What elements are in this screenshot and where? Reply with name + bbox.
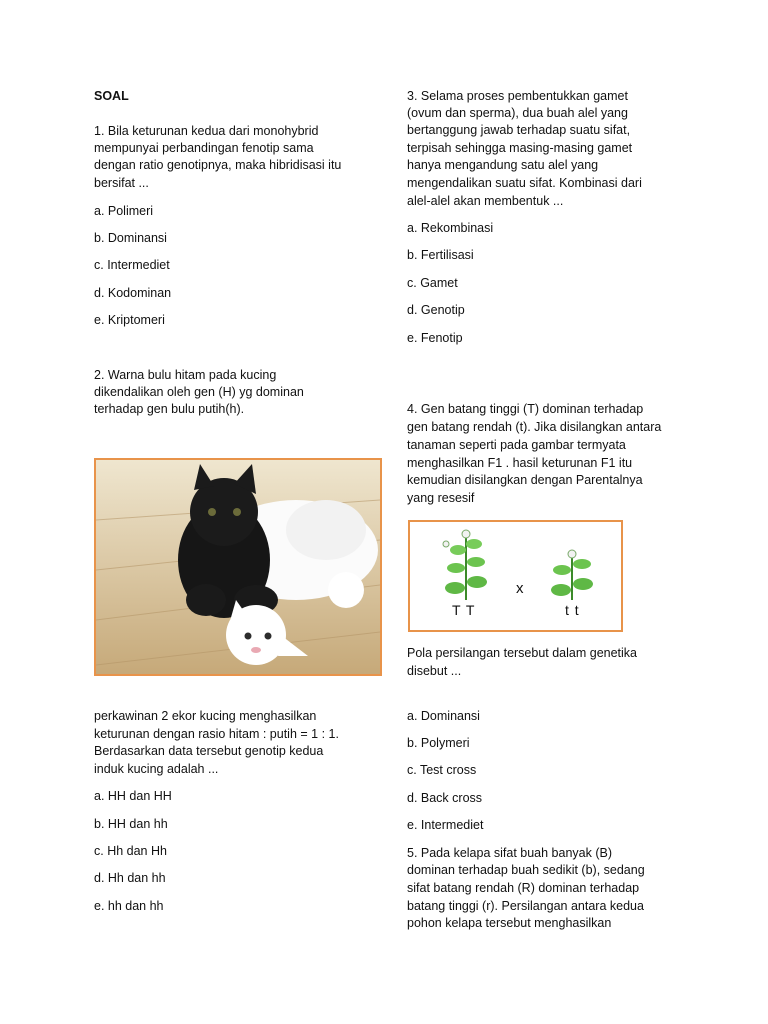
q2-after-line: keturunan dengan rasio hitam : putih = 1 : 1. <box>94 727 339 741</box>
q1-line: bersifat ... <box>94 176 149 190</box>
q2-option-a: a. HH dan HH <box>94 789 172 803</box>
q1-option-a: a. Polimeri <box>94 204 154 218</box>
q3-option-b: b. Fertilisasi <box>407 248 474 262</box>
q1-option-b: b. Dominansi <box>94 231 167 245</box>
q4-after-line: Pola persilangan tersebut dalam genetika <box>407 646 638 660</box>
figure-right-label: t t <box>565 602 580 618</box>
q4-option-e: e. Intermediet <box>407 818 484 832</box>
q3-line: alel-alel akan membentuk ... <box>407 194 564 208</box>
q3-option-d: d. Genotip <box>407 303 465 317</box>
q4-line: gen batang rendah (t). Jika disilangkan antara <box>407 420 662 434</box>
q5-line: batang tinggi (r). Persilangan antara kedua <box>407 899 644 913</box>
q5-line: sifat batang rendah (R) dominan terhadap <box>407 881 640 895</box>
q5-line: pohon kelapa tersebut menghasilkan <box>407 916 612 930</box>
figure-cross-sign: x <box>516 580 524 597</box>
q1-option-d: d. Kodominan <box>94 286 172 300</box>
q2-option-e: e. hh dan hh <box>94 899 164 913</box>
q5-line: 5. Pada kelapa sifat buah banyak (B) <box>407 846 612 860</box>
q1-option-e: e. Kriptomeri <box>94 313 165 327</box>
q1-option-c: c. Intermediet <box>94 258 170 272</box>
q3-line: (ovum dan sperma), dua buah alel yang <box>407 106 628 120</box>
plant-cross-figure <box>408 520 623 632</box>
q3-line: terpisah sehingga masing-masing gamet <box>407 141 633 155</box>
figure-left-label: T T <box>452 602 476 618</box>
q2-after-line: Berdasarkan data tersebut genotip kedua <box>94 744 324 758</box>
q2-line: 2. Warna bulu hitam pada kucing <box>94 368 277 382</box>
q2-after-line: induk kucing adalah ... <box>94 762 219 776</box>
q4-option-c: c. Test cross <box>407 763 477 777</box>
q4-option-b: b. Polymeri <box>407 736 470 750</box>
q3-line: bertanggung jawab terhadap suatu sifat, <box>407 123 631 137</box>
q2-option-b: b. HH dan hh <box>94 817 168 831</box>
heading-soal: SOAL <box>94 89 129 103</box>
q4-line: menghasilkan F1 . hasil keturunan F1 itu <box>407 456 633 470</box>
q4-after-line: disebut ... <box>407 664 462 678</box>
q4-line: kemudian disilangkan dengan Parentalnya <box>407 473 643 487</box>
q3-line: 3. Selama proses pembentukkan gamet <box>407 89 628 103</box>
q4-option-d: d. Back cross <box>407 791 483 805</box>
q4-line: tanaman seperti pada gambar termyata <box>407 438 626 452</box>
q1-line: mempunyai perbandingan fenotip sama <box>94 141 314 155</box>
q2-line: dikendalikan oleh gen (H) yg dominan <box>94 385 304 399</box>
q2-option-d: d. Hh dan hh <box>94 871 166 885</box>
q2-line: terhadap gen bulu putih(h). <box>94 402 245 416</box>
q3-option-e: e. Fenotip <box>407 331 463 345</box>
q3-line: hanya mengandung satu alel yang <box>407 158 599 172</box>
kittens-illustration <box>96 460 380 674</box>
q1-line: dengan ratio genotipnya, maka hibridisasi itu <box>94 158 342 172</box>
short-plant-icon <box>551 550 593 600</box>
q3-line: mengendalikan suatu sifat. Kombinasi dari <box>407 176 642 190</box>
pea-plant-cross-illustration <box>410 522 621 630</box>
q3-option-c: c. Gamet <box>407 276 458 290</box>
q5-line: dominan terhadap buah sedikit (b), sedang <box>407 863 645 877</box>
q4-line: yang resesif <box>407 491 475 505</box>
q1-line: 1. Bila keturunan kedua dari monohybrid <box>94 124 319 138</box>
kittens-photo <box>94 458 382 676</box>
tall-plant-icon <box>443 530 487 600</box>
q2-after-line: perkawinan 2 ekor kucing menghasilkan <box>94 709 317 723</box>
q4-option-a: a. Dominansi <box>407 709 480 723</box>
q3-option-a: a. Rekombinasi <box>407 221 494 235</box>
q2-option-c: c. Hh dan Hh <box>94 844 167 858</box>
q4-line: 4. Gen batang tinggi (T) dominan terhadap <box>407 402 644 416</box>
